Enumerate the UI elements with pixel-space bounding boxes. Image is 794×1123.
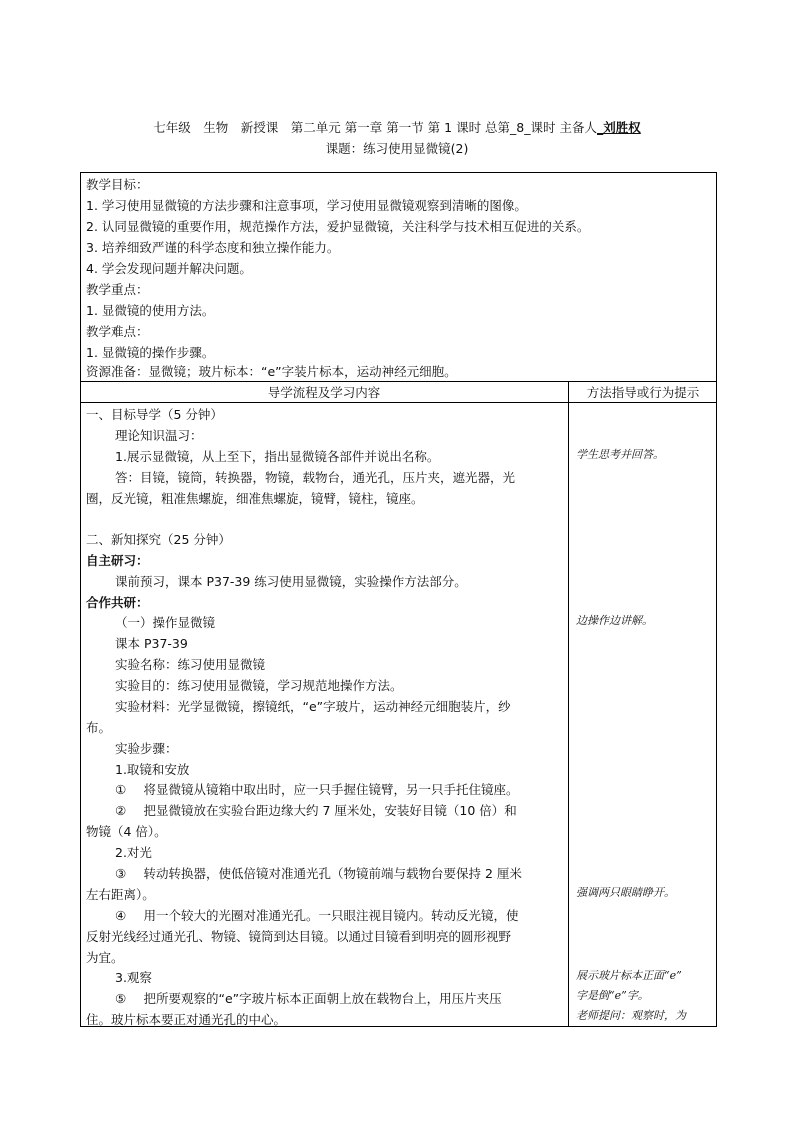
- guidance-note: 展示玻片标本正面“e”: [576, 969, 682, 982]
- experiment-materials: 实验材料：光学显微镜，擦镜纸，“e”字玻片，运动神经元细胞装片，纱: [115, 699, 511, 714]
- step-item-cont: 物镜（4 倍）。: [86, 824, 167, 839]
- difficulty-item: 1. 显微镜的操作步骤。: [86, 345, 215, 360]
- section-2-title: 二、新知探究（25 分钟）: [86, 532, 231, 547]
- steps-title: 实验步骤：: [115, 741, 178, 756]
- step-3-title: 3.观察: [115, 970, 152, 985]
- step-item: ④ 用一个较大的光圈对准通光孔。一只眼注视目镜内。转动反光镜，使: [115, 908, 519, 923]
- guidance-note: 边操作边讲解。: [576, 614, 653, 627]
- objectives-title: 教学目标：: [86, 177, 149, 192]
- step-1-title: 1.取镜和安放: [115, 762, 190, 777]
- objective-item: 3. 培养细致严谨的科学态度和独立操作能力。: [86, 240, 340, 255]
- self-study-label: 自主研习：: [86, 553, 149, 568]
- step-item: ① 将显微镜从镜箱中取出时，应一只手握住镜臂，另一只手托住镜座。: [115, 782, 519, 797]
- operation-title: （一）操作显微镜: [115, 615, 216, 630]
- review-answer: 圈，反光镜，粗准焦螺旋，细准焦螺旋，镜臂，镜柱，镜座。: [86, 491, 424, 506]
- author-name: _刘胜权: [596, 120, 641, 135]
- objective-item: 2. 认同显微镜的重要作用，规范操作方法，爱护显微镜，关注科学与技术相互促进的关系。: [86, 219, 590, 234]
- step-number: ①: [115, 782, 127, 797]
- experiment-materials: 布。: [86, 720, 112, 735]
- guidance-note: 强调两只眼睛睁开。: [576, 886, 675, 899]
- step-item: ⑤ 把所要观察的“e”字玻片标本正面朝上放在载物台上，用压片夹压: [115, 991, 502, 1006]
- experiment-purpose: 实验目的：练习使用显微镜，学习规范地操作方法。: [115, 678, 403, 693]
- step-number: ④: [115, 908, 127, 923]
- step-number: ⑤: [115, 991, 127, 1006]
- step-item-cont: 为宜。: [86, 950, 124, 965]
- step-number: ③: [115, 866, 127, 881]
- key-points-title: 教学重点：: [86, 282, 149, 297]
- section-1-title: 一、目标导学（5 分钟）: [86, 407, 223, 422]
- review-question: 1.展示显微镜，从上至下，指出显微镜各部件并说出名称。: [115, 449, 440, 464]
- step-item-cont: 住。玻片标本要正对通光孔的中心。: [86, 1012, 287, 1027]
- step-item-cont: 左右距离）。: [86, 887, 155, 902]
- step-item-cont: 反射光线经过通光孔、物镜、镜筒到达目镜。以通过目镜看到明亮的圆形视野: [86, 929, 512, 944]
- review-label: 理论知识温习：: [115, 428, 203, 443]
- step-2-title: 2.对光: [115, 845, 152, 860]
- table-header-right: 方法指导或行为提示: [586, 385, 700, 400]
- objective-item: 1. 学习使用显微镜的方法步骤和注意事项，学习使用显微镜观察到清晰的图像。: [86, 198, 527, 213]
- step-item: ② 把显微镜放在实验台距边缘大约 7 厘米处，安装好目镜（10 倍）和: [115, 803, 517, 818]
- cooperation-label: 合作共研：: [86, 595, 149, 610]
- step-item: ③ 转动转换器，使低倍镜对准通光孔（物镜前端与载物台要保持 2 厘米: [115, 866, 522, 881]
- guidance-note: 学生思考并回答。: [576, 448, 664, 461]
- self-study-text: 课前预习，课本 P37-39 练习使用显微镜，实验操作方法部分。: [115, 574, 467, 589]
- key-point-item: 1. 显微镜的使用方法。: [86, 303, 215, 318]
- table-header-left: 导学流程及学习内容: [267, 385, 381, 400]
- experiment-name: 实验名称：练习使用显微镜: [115, 657, 266, 672]
- objective-item: 4. 学会发现问题并解决问题。: [86, 261, 252, 276]
- header-info: 七年级 生物 新授课 第二单元 第一章 第一节 第 1 课时 总第_8_课时 主备人: [153, 120, 597, 135]
- difficulty-title: 教学难点：: [86, 324, 149, 339]
- step-number: ②: [115, 803, 127, 818]
- guidance-note: 老师提问：观察时，为: [576, 1009, 686, 1022]
- resources-text: 资源准备：显微镜；玻片标本：“e”字装片标本，运动神经元细胞。: [86, 364, 457, 379]
- textbook-pages: 课本 P37-39: [115, 636, 188, 651]
- column-divider: [568, 381, 569, 1027]
- guidance-note: 字是倒“e”字。: [576, 989, 649, 1002]
- review-answer: 答：目镜，镜筒，转换器，物镜，载物台，通光孔，压片夹，遮光器，光: [115, 470, 516, 485]
- header-line-1: [0, 120, 794, 136]
- header-divider: [80, 402, 717, 403]
- lesson-title: 课题：练习使用显微镜(2): [325, 141, 469, 156]
